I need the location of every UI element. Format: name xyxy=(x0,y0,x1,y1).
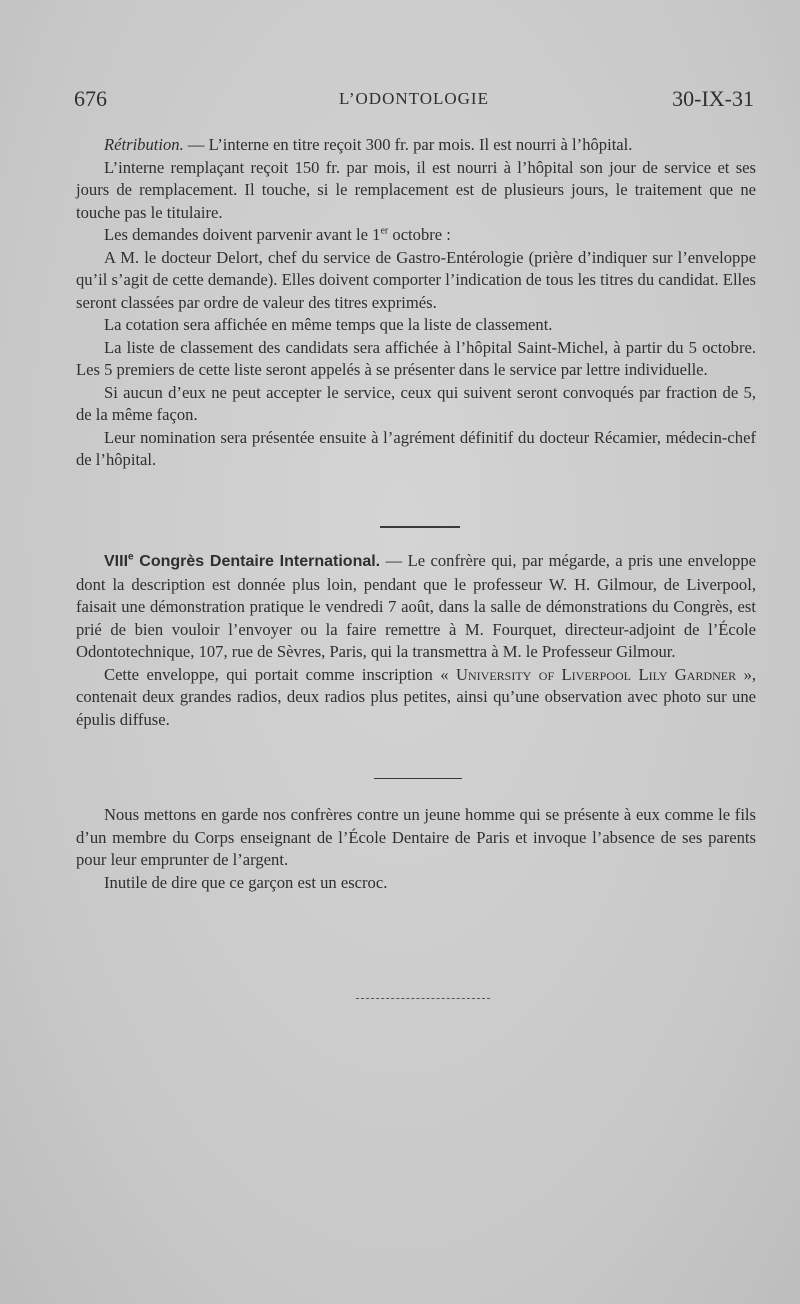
issue-date: 30-IX-31 xyxy=(672,86,754,111)
paragraph: Si aucun d’eux ne peut accepter le service, ceux qui suivent seront convoqués par fraction de 5, de la même façon. xyxy=(76,382,756,424)
paragraph: Inutile de dire que ce garçon est un escroc. xyxy=(104,872,388,892)
running-header xyxy=(74,86,754,116)
congress-notice-section xyxy=(76,550,756,731)
paragraph: A M. le docteur Delort, chef du service de Gastro-Entérologie (prière d’indiquer sur l’enveloppe qu’il s’agit de cette demande). Elles doivent comporter l’indication de tous les titres du candidat. Elles seront classées par ordre de valeur des titres exprimés. xyxy=(76,247,756,312)
section-divider xyxy=(380,526,460,528)
paragraph: Leur nomination sera présentée ensuite à l’agrément définitif du docteur Récamier, médecin-chef de l’hôpital. xyxy=(76,427,756,469)
paragraph: Rétribution. — L’interne en titre reçoit 300 fr. par mois. Il est nourri à l’hôpital. xyxy=(104,135,633,154)
section-divider xyxy=(374,778,462,779)
paragraph: Cette enveloppe, qui portait comme inscription « University of Liverpool Lily Gardner », contenait deux grandes radios, deux radios plus petites, ainsi qu’une observation avec photo sur une épulis diffuse. xyxy=(76,664,757,729)
paragraph: VIIIe Congrès Dentaire International. — Le confrère qui, par mégarde, a pris une enveloppe dont la description est donnée plus loin, pendant que le professeur W. H. Gilmour, de Liverpool, faisait une démonstration pratique le vendredi 7 août, dans la salle de démonstrations du Congrès, est prié de bien vouloir l’envoyer ou la faire remettre à M. Fourquet, directeur-adjoint de l’École Odontotechnique, 107, rue de Sèvres, Paris, qui la transmettra à M. le Professeur Gilmour. xyxy=(76,551,757,661)
paragraph: Nous mettons en garde nos confrères contre un jeune homme qui se présente à eux comme le fils d’un membre du Corps enseignant de l’École Dentaire de Paris et invoque l’absence de ses parents pour leur emprunter de l’argent. xyxy=(76,805,756,869)
paragraph: La cotation sera affichée en même temps que la liste de classement. xyxy=(104,315,553,334)
journal-title: L’ODONTOLOGIE xyxy=(339,89,489,108)
paragraph: L’interne remplaçant reçoit 150 fr. par mois, il est nourri à l’hôpital son jour de service et ses jours de remplacement. Il touche, si le remplacement est de plusieurs jours, le traitement que ne touche pas le titulaire. xyxy=(76,157,756,222)
envelope-inscription: University of Liverpool Lily Gardner xyxy=(456,664,737,684)
page-number: 676 xyxy=(74,86,107,111)
internship-notice-section xyxy=(76,134,756,472)
warning-notice-section xyxy=(76,804,756,894)
paragraph: La liste de classement des candidats sera affichée à l’hôpital Saint-Michel, à partir du 5 octobre. Les 5 premiers de cette liste seront appelés à se présenter dans le service par lettre individuelle. xyxy=(76,337,756,379)
section-heading: VIIIe Congrès Dentaire International. xyxy=(104,551,381,570)
paragraph: Les demandes doivent parvenir avant le 1er octobre : xyxy=(104,225,451,244)
retribution-label: Rétribution. xyxy=(104,135,184,154)
end-divider xyxy=(356,998,490,999)
